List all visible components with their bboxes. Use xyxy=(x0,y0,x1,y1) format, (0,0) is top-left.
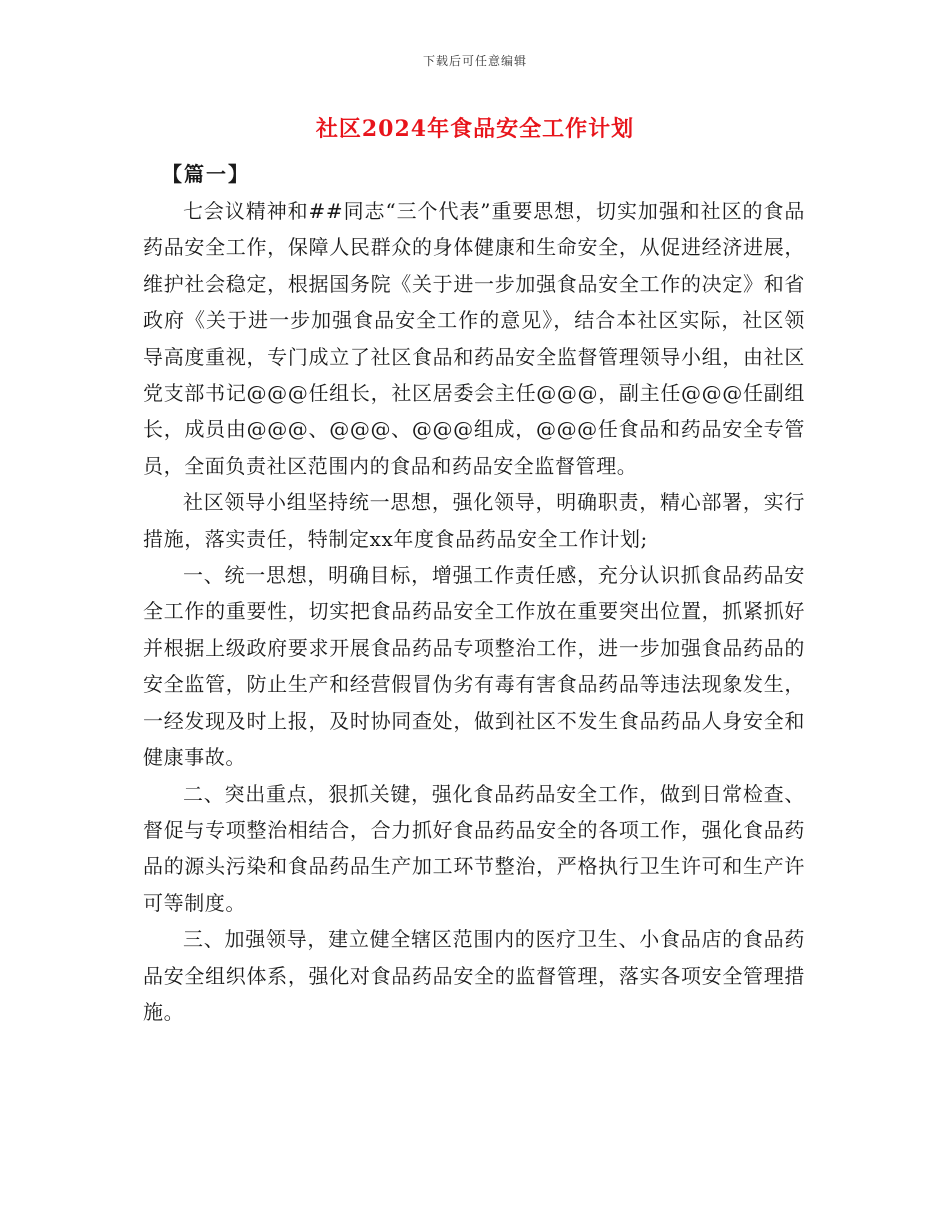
paragraph-plan-statement: 社区领导小组坚持统一思想，强化领导，明确职责，精心部署，实行措施，落实责任，特制定xx年度食品药品安全工作计划; xyxy=(143,490,805,551)
document-title: 社区2024年食品安全工作计划 xyxy=(315,116,635,142)
paragraph-item-1: 一、统一思想，明确目标，增强工作责任感，充分认识抓食品药品安全工作的重要性，切实把食品药品安全工作放在重要突出位置，抓紧抓好并根据上级政府要求开展食品药品专项整治工作，进一步加强食品药品的安全监管，防止生产和经营假冒伪劣有毒有害食品药品等违法现象发生，一经发现及时上报，及时协同查处，做到社区不发生食品药品人身安全和健康事故。 xyxy=(143,563,805,770)
paragraph-item-2: 二、突出重点，狠抓关键，强化食品药品安全工作，做到日常检查、督促与专项整治相结合，合力抓好食品药品安全的各项工作，强化食品药品的源头污染和食品药品生产加工环节整治，严格执行卫生许可和生产许可等制度。 xyxy=(143,781,805,915)
page-header-note: 下载后可任意编辑 xyxy=(422,54,527,68)
paragraph-item-3: 三、加强领导，建立健全辖区范围内的医疗卫生、小食品店的食品药品安全组织体系，强化对食品药品安全的监督管理，落实各项安全管理措施。 xyxy=(143,927,805,1024)
paragraph-intro: 七会议精神和##同志“三个代表”重要思想，切实加强和社区的食品药品安全工作，保障人民群众的身体健康和生命安全，从促进经济进展，维护社会稳定，根据国务院《关于进一步加强食品安全工作的决定》和省政府《关于进一步加强食品安全工作的意见》，结合本社区实际，社区领导高度重视，专门成立了社区食品和药品安全监督管理领导小组，由社区党支部书记@@@任组长，社区居委会主任@@@，副主任@@@任副组长，成员由@@@、@@@、@@@组成，@@@任食品和药品安全专管员，全面负责社区范围内的食品和药品安全监督管理。 xyxy=(143,199,805,478)
document-body xyxy=(143,193,805,1030)
section-label: 【篇一】 xyxy=(162,162,250,186)
